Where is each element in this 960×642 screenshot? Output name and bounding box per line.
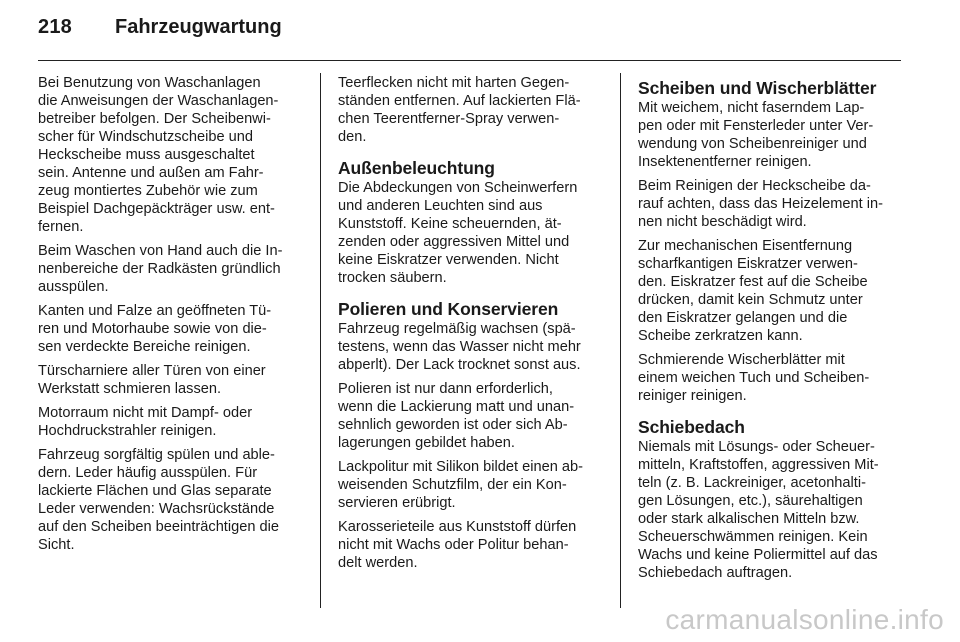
- column-3: [638, 74, 908, 588]
- column-divider-1: [320, 73, 321, 608]
- paragraph-waschanlagen: Bei Benutzung von Waschanlagen die Anweisungen der Waschanlagen- betreiber befolgen. Der Scheibenwi- scher für Windschutzscheibe und Heckscheibe muss ausgeschaltet sein. Antenne und außen am Fahr- zeug montiertes Zubehör wie zum Beispiel Dachgepäckträger usw. ent- fernen.: [38, 75, 279, 235]
- paragraph-motorraum: Motorraum nicht mit Dampf- oder Hochdruckstrahler reinigen.: [38, 405, 253, 439]
- heading-polieren-konservieren: Polieren und Konservieren: [338, 299, 559, 319]
- paragraph-schiebedach: Niemals mit Lösungs- oder Scheuer- mitteln, Kraftstoffen, aggressiven Mit- teln (z. B. Lackreiniger, acetonhalti- gen Lösungen, etc.), säurehaltigen oder stark alkalischen Mitteln bzw. Scheuerschwämmen reinigen. Kein Wachs und keine Poliermittel auf das Schiebedach auftragen.: [638, 439, 879, 581]
- page-number: 218: [38, 16, 72, 38]
- paragraph-tuerscharniere: Türscharniere aller Türen von einer Werkstatt schmieren lassen.: [38, 363, 266, 397]
- paragraph-handwaesche: Beim Waschen von Hand auch die In- nenbereiche der Radkästen gründlich ausspülen.: [38, 243, 283, 295]
- paragraph-scheiben-reinigen: Mit weichem, nicht faserndem Lap- pen oder mit Fensterleder unter Ver- wendung von Scheibenreiniger und Insektenentferner reinigen.: [638, 100, 874, 170]
- paragraph-wischerblaetter: Schmierende Wischerblätter mit einem weichen Tuch und Scheiben- reiniger reinigen.: [638, 352, 870, 404]
- page-title: Fahrzeugwartung: [115, 16, 282, 38]
- paragraph-abdeckungen: Die Abdeckungen von Scheinwerfern und anderen Leuchten sind aus Kunststoff. Keine scheuernden, ät- zenden oder aggressiven Mittel und keine Eiskratzer verwenden. Nicht trocken säubern.: [338, 180, 578, 286]
- paragraph-wachsen: Fahrzeug regelmäßig wachsen (spä- testens, wenn das Wasser nicht mehr abperlt). Der Lack trocknet sonst aus.: [338, 321, 581, 373]
- paragraph-polieren: Polieren ist nur dann erforderlich, wenn die Lackierung matt und unan- sehnlich geworden ist oder sich Ab- lagerungen gebildet haben.: [338, 381, 575, 451]
- paragraph-lackpolitur: Lackpolitur mit Silikon bildet einen ab- weisenden Schutzfilm, der ein Kon- servieren erübrigt.: [338, 459, 583, 511]
- paragraph-kanten-falze: Kanten und Falze an geöffneten Tü- ren und Motorhaube sowie von die- sen verdeckte Bereiche reinigen.: [38, 303, 272, 355]
- header-rule: [38, 60, 901, 61]
- watermark: carmanualsonline.info: [665, 604, 944, 635]
- paragraph-teerflecken: Teerflecken nicht mit harten Gegen- ständen entfernen. Auf lackierten Flä- chen Teerentferner-Spray verwen- den.: [338, 75, 581, 145]
- paragraph-eisentfernung: Zur mechanischen Eisentfernung scharfkantigen Eiskratzer verwen- den. Eiskratzer fest auf die Scheibe drücken, damit kein Schmutz unter den Eiskratzer gelangen und die Scheibe zerkratzen kann.: [638, 238, 868, 344]
- column-divider-2: [620, 73, 621, 608]
- column-2: [338, 74, 608, 578]
- paragraph-karosserieteile: Karosserieteile aus Kunststoff dürfen nicht mit Wachs oder Politur behan- delt werden.: [338, 519, 577, 571]
- column-1: [38, 74, 310, 560]
- paragraph-heckscheibe: Beim Reinigen der Heckscheibe da- rauf achten, dass das Heizelement in- nen nicht beschädigt wird.: [638, 178, 883, 230]
- heading-aussenbeleuchtung: Außenbeleuchtung: [338, 158, 495, 178]
- paragraph-abledern: Fahrzeug sorgfältig spülen und able- dern. Leder häufig ausspülen. Für lackierte Flächen und Glas separate Leder verwenden: Wachsrückstände auf den Scheiben beeinträchtigen die Sicht.: [38, 447, 279, 553]
- heading-scheiben-wischerblaetter: Scheiben und Wischerblätter: [638, 78, 877, 98]
- heading-schiebedach: Schiebedach: [638, 417, 745, 437]
